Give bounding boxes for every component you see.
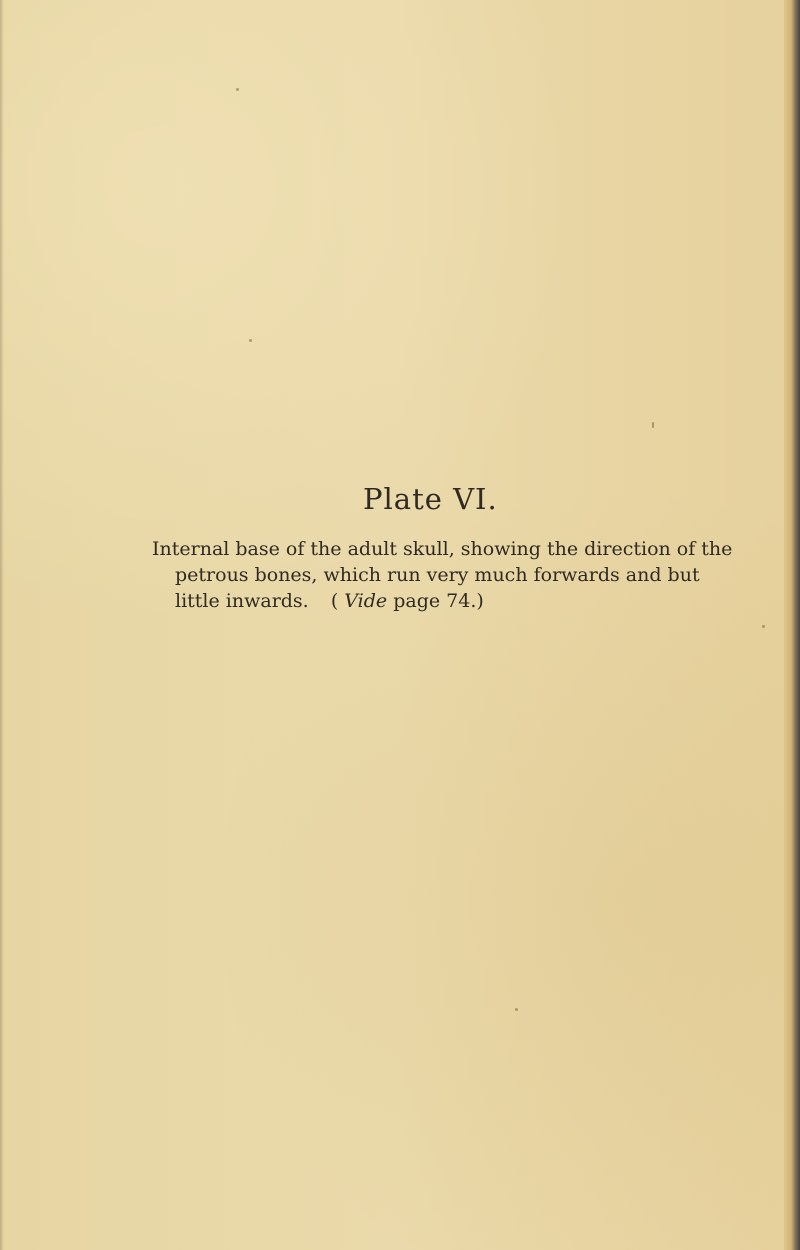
paper-speck: [249, 339, 252, 342]
left-page-edge: [0, 0, 4, 1250]
caption-page-reference: page 74.): [393, 590, 484, 612]
paper-speck: [515, 1008, 518, 1011]
paper-speck: [652, 422, 654, 428]
caption-line-1: Internal base of the adult skull, showing the direction of the: [152, 538, 733, 560]
caption-line-3: [175, 588, 712, 614]
caption-line-3-prefix: little inwards.: [175, 590, 309, 612]
plate-caption: [152, 536, 733, 614]
paper-speck: [236, 88, 239, 91]
caption-open-parenthesis: (: [330, 590, 339, 612]
right-page-edge: [784, 0, 800, 1250]
caption-vide-reference: Vide: [344, 590, 388, 612]
paper-speck: [762, 625, 765, 628]
plate-title: Plate VI.: [363, 482, 498, 516]
caption-line-2: petrous bones, which run very much forwards and but: [175, 564, 700, 586]
